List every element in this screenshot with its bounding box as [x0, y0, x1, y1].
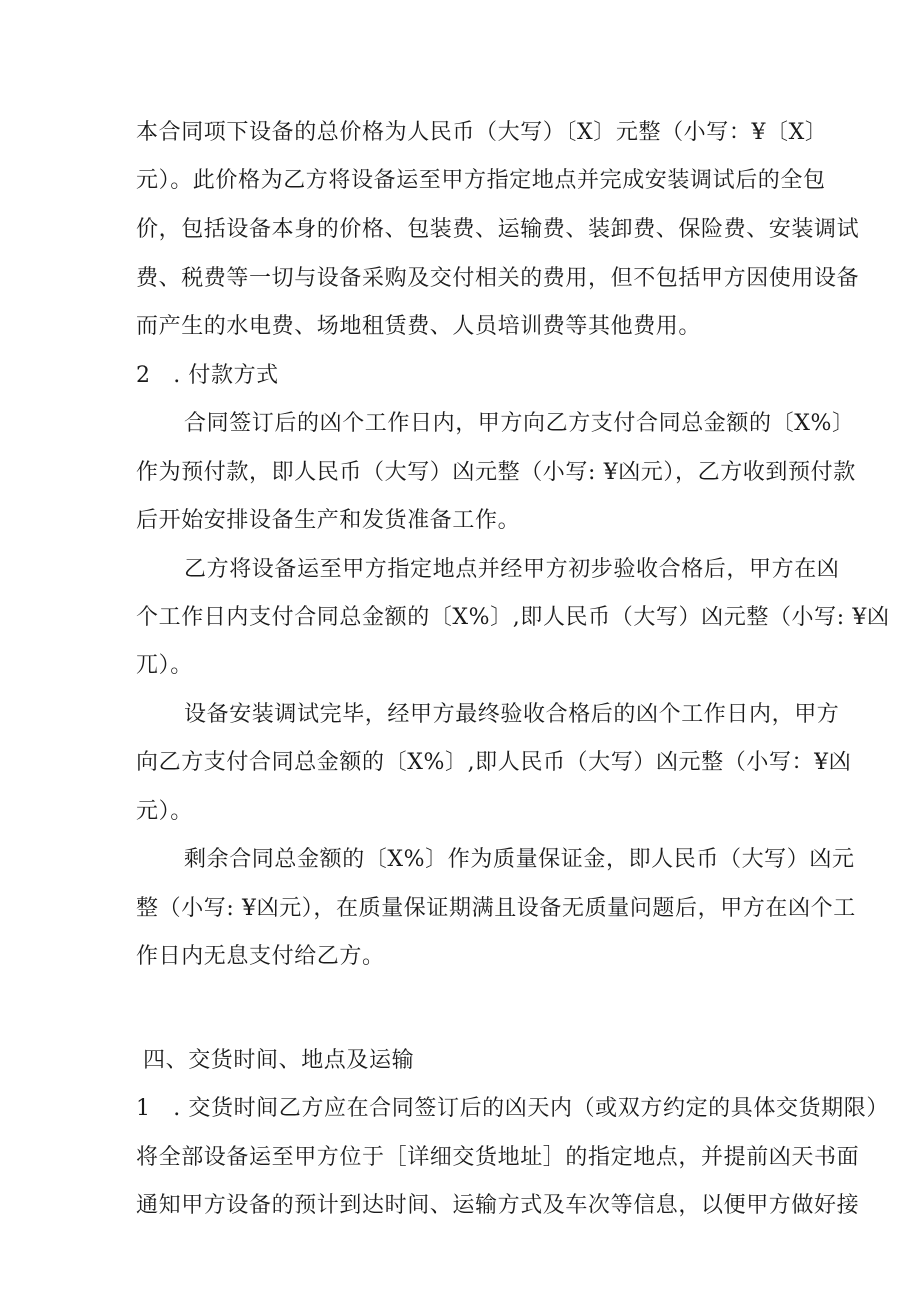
paragraph-initial-acceptance-line-3: 兀）。	[136, 653, 193, 678]
paragraph-prepayment-line-1: 合同签订后的凶个工作日内，甲方向乙方支付合同总金额的〔X%〕	[184, 411, 855, 436]
paragraph-price-line-2: 元）。此价格为乙方将设备运至甲方指定地点并完成安装调试后的全包	[136, 168, 826, 193]
paragraph-initial-acceptance-line-1: 乙方将设备运至甲方指定地点并经甲方初步验收合格后，甲方在凶	[184, 557, 840, 582]
paragraph-price-line-3: 价，包括设备本身的价格、包装费、运输费、装卸费、保险费、安装调试	[136, 217, 860, 242]
paragraph-final-acceptance-line-2: 向乙方支付合同总金额的〔X%〕,即人民币（大写）凶元整（小写：¥凶	[136, 750, 852, 775]
paragraph-delivery-line-1: 1 . 交货时间乙方应在合同签订后的凶天内（或双方约定的具体交货期限）	[136, 1096, 889, 1121]
section-heading-delivery: 四、交货时间、地点及运输	[143, 1048, 415, 1073]
paragraph-delivery-line-3: 通知甲方设备的预计到达时间、运输方式及车次等信息，以便甲方做好接	[136, 1193, 860, 1218]
section-heading-payment: 2 . 付款方式	[136, 363, 279, 388]
paragraph-price-line-4: 费、税费等一切与设备采购及交付相关的费用，但不包括甲方因使用设备	[136, 266, 860, 291]
paragraph-price-line-5: 而产生的水电费、场地租赁费、人员培训费等其他费用。	[136, 314, 702, 339]
paragraph-retention-line-2: 整（小写: ¥凶元），在质量保证期满且设备无质量问题后，甲方在凶个工	[136, 896, 856, 921]
paragraph-retention-line-1: 剩余合同总金额的〔X%〕作为质量保证金，即人民币（大写）凶元	[184, 847, 855, 872]
paragraph-retention-line-3: 作日内无息支付给乙方。	[136, 944, 385, 969]
paragraph-final-acceptance-line-1: 设备安装调试完毕，经甲方最终验收合格后的凶个工作日内，甲方	[184, 702, 840, 727]
paragraph-prepayment-line-3: 后开始安排设备生产和发货准备工作。	[136, 508, 521, 533]
paragraph-price-line-1: 本合同项下设备的总价格为人民币（大写）〔X〕元整（小写：¥〔X〕	[136, 120, 828, 145]
paragraph-initial-acceptance-line-2: 个工作日内支付合同总金额的〔X%〕,即人民币（大写）凶元整（小写: ¥凶	[136, 605, 890, 630]
paragraph-final-acceptance-line-3: 元）。	[136, 799, 193, 824]
paragraph-delivery-line-2: 将全部设备运至甲方位于［详细交货地址］的指定地点，并提前凶天书面	[136, 1145, 860, 1170]
paragraph-prepayment-line-2: 作为预付款，即人民币（大写）凶元整（小写: ¥凶元），乙方收到预付款	[136, 460, 856, 485]
